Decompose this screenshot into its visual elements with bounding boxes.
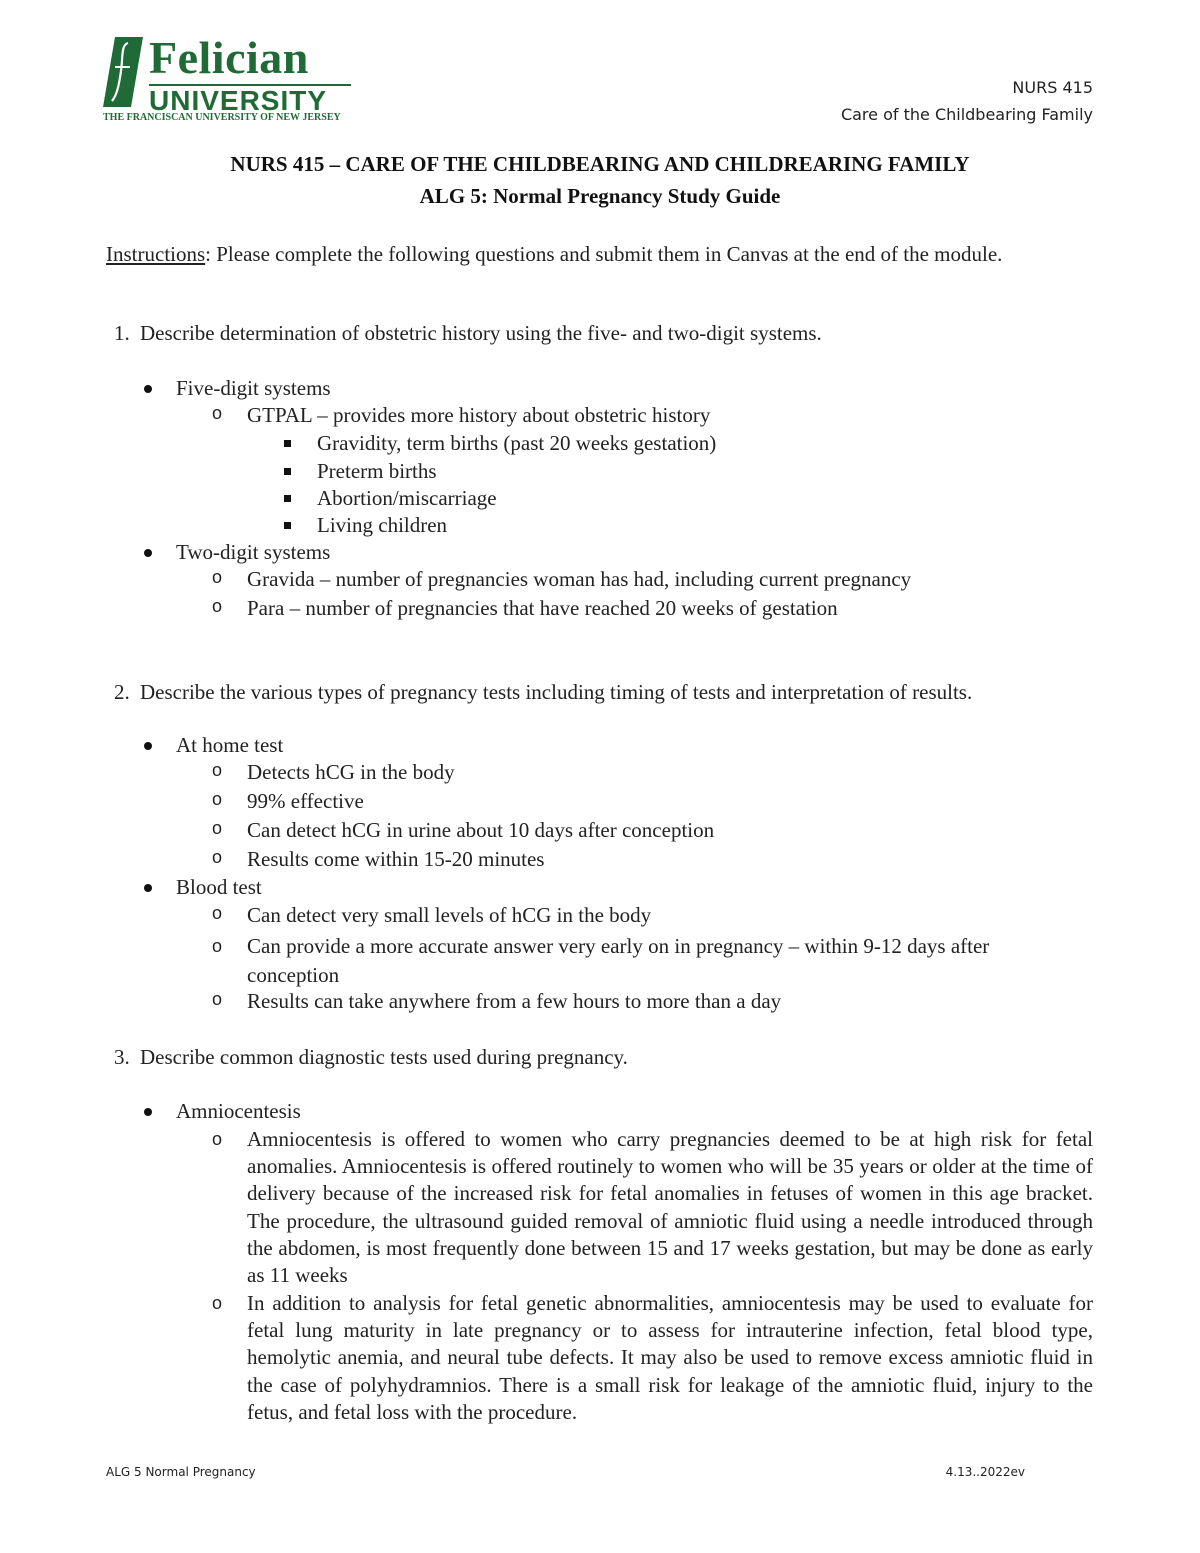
list-item: Five-digit systems	[176, 376, 331, 401]
list-item: At home test	[176, 733, 283, 758]
logo-emblem-icon	[103, 37, 143, 107]
question-3	[114, 1045, 628, 1070]
list-item: Gravidity, term births (past 20 weeks gestation)	[317, 431, 716, 456]
list-item: o Can detect very small levels of hCG in the body	[212, 903, 652, 927]
question-number: 3.	[114, 1045, 130, 1069]
question-number: 2.	[114, 680, 130, 704]
logo-name: Felician	[149, 32, 309, 83]
list-item: o Amniocentesis is offered to women who carry pregnancies deemed to be at high risk for fetal anomalies. Amniocentesis is offered routinely to women who will be 35 years or older at the time of delivery because of the increased risk for fetal anomalies in fetuses of women in this age bracket. The procedure, the ultrasound guided removal of amniotic fluid using a needle introduced through the abdomen, is most frequently done between 15 and 17 weeks gestation, but may be done as early as 11 weeks	[212, 1127, 1093, 1288]
bullet-square-icon	[284, 468, 291, 475]
bullet-dot-icon	[144, 385, 152, 393]
logo-tagline: THE FRANCISCAN UNIVERSITY OF NEW JERSEY	[103, 112, 341, 123]
bullet-circle-icon: o	[212, 1293, 223, 1313]
bullet-circle-icon: o	[212, 989, 223, 1009]
list-item: o Para – number of pregnancies that have reached 20 weeks of gestation	[212, 596, 838, 620]
instructions-label: Instructions	[106, 242, 206, 266]
footer-left: ALG 5 Normal Pregnancy	[106, 1465, 256, 1479]
list-item: Amniocentesis	[176, 1099, 301, 1124]
document-subtitle: ALG 5: Normal Pregnancy Study Guide	[419, 184, 781, 208]
bullet-circle-icon: o	[212, 789, 223, 809]
bullet-circle-icon: o	[212, 818, 223, 838]
question-text: Describe determination of obstetric history using the five- and two-digit systems.	[140, 321, 822, 345]
instructions	[106, 241, 1066, 268]
bullet-circle-icon: o	[212, 596, 223, 616]
bullet-square-icon	[284, 440, 291, 447]
list-item: Abortion/miscarriage	[317, 486, 497, 511]
list-item: Living children	[317, 513, 447, 538]
instructions-text: : Please complete the following questions and submit them in Canvas at the end of the module.	[205, 242, 1003, 266]
list-item: o Gravida – number of pregnancies woman has had, including current pregnancy	[212, 567, 912, 591]
list-item: o Detects hCG in the body	[212, 760, 455, 784]
bullet-circle-icon: o	[212, 760, 223, 780]
list-item: o Can provide a more accurate answer very early on in pregnancy – within 9-12 days after conception	[212, 934, 990, 987]
bullet-dot-icon	[144, 742, 152, 750]
list-item: o In addition to analysis for fetal genetic abnormalities, amniocentesis may be used to evaluate for fetal lung maturity in late pregnancy or to assess for intrauterine infection, fetal blood type, hemolytic anemia, and neural tube defects. It may also be used to remove excess amniotic fluid in the case of polyhydramnios. There is a small risk for leakage of the amniotic fluid, injury to the fetus, and fetal loss with the procedure.	[212, 1291, 1093, 1424]
course-code: NURS 415	[1012, 78, 1093, 97]
question-text: Describe the various types of pregnancy tests including timing of tests and interpretation of results.	[140, 680, 973, 704]
bullet-square-icon	[284, 522, 291, 529]
bullet-circle-icon: o	[212, 936, 223, 956]
logo-university: UNIVERSITY	[149, 85, 328, 116]
page-header	[841, 74, 1093, 128]
list-item: o Can detect hCG in urine about 10 days after conception	[212, 818, 715, 842]
bullet-circle-icon: o	[212, 1129, 223, 1149]
list-item: Preterm births	[317, 459, 437, 484]
bullet-dot-icon	[144, 549, 152, 557]
bullet-circle-icon: o	[212, 847, 223, 867]
list-item: o Results come within 15-20 minutes	[212, 847, 545, 871]
university-logo	[103, 32, 353, 125]
document-title: NURS 415 – CARE OF THE CHILDBEARING AND CHILDREARING FAMILY	[230, 152, 970, 176]
list-item: Two-digit systems	[176, 540, 330, 565]
question-1	[114, 321, 822, 346]
list-item: o Results can take anywhere from a few hours to more than a day	[212, 989, 782, 1013]
bullet-dot-icon	[144, 1108, 152, 1116]
course-name: Care of the Childbearing Family	[840, 105, 1093, 124]
question-2	[114, 680, 972, 705]
question-number: 1.	[114, 321, 130, 345]
list-item: o GTPAL – provides more history about obstetric history	[212, 403, 711, 427]
footer-right: 4.13..2022ev	[945, 1465, 1025, 1479]
bullet-circle-icon: o	[212, 403, 223, 423]
bullet-circle-icon: o	[212, 903, 223, 923]
question-text: Describe common diagnostic tests used during pregnancy.	[140, 1045, 628, 1069]
bullet-square-icon	[284, 495, 291, 502]
list-item: Blood test	[176, 875, 262, 900]
bullet-dot-icon	[144, 884, 152, 892]
list-item: o 99% effective	[212, 789, 364, 813]
bullet-circle-icon: o	[212, 567, 223, 587]
